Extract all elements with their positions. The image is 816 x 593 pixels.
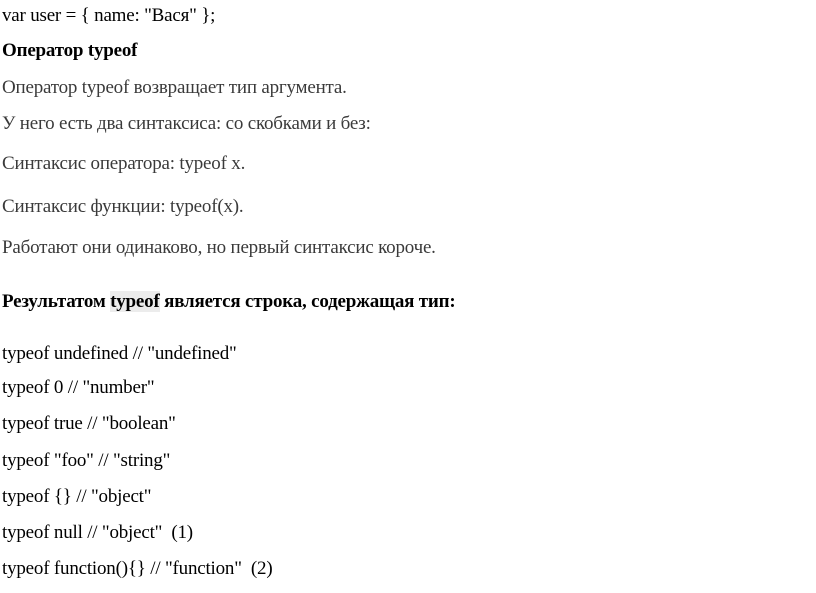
result-keyword-typeof: typeof (110, 291, 160, 312)
paragraph-same-behavior: Работают они одинаково, но первый синтаксис короче. (2, 237, 436, 258)
result-text-after: является строка, содержащая тип: (159, 291, 456, 312)
example-number: typeof 0 // "number" (2, 377, 155, 398)
paragraph-typeof-returns: Оператор typeof возвращает тип аргумента. (2, 77, 347, 98)
paragraph-two-syntaxes: У него есть два синтаксиса: со скобками и без: (2, 113, 371, 134)
result-statement (2, 290, 456, 314)
paragraph-function-syntax: Синтаксис функции: typeof(x). (2, 196, 244, 217)
result-text-before: Результатом (2, 291, 111, 312)
example-undefined: typeof undefined // "undefined" (2, 343, 237, 364)
code-user-declaration: var user = { name: "Вася" }; (2, 5, 216, 26)
example-object: typeof {} // "object" (2, 486, 152, 507)
example-string: typeof "foo" // "string" (2, 450, 171, 471)
paragraph-operator-syntax: Синтаксис оператора: typeof x. (2, 153, 246, 174)
example-function: typeof function(){} // "function" (2) (2, 558, 273, 579)
example-null: typeof null // "object" (1) (2, 522, 193, 543)
example-boolean: typeof true // "boolean" (2, 413, 176, 434)
section-heading-typeof: Оператор typeof (2, 40, 138, 61)
